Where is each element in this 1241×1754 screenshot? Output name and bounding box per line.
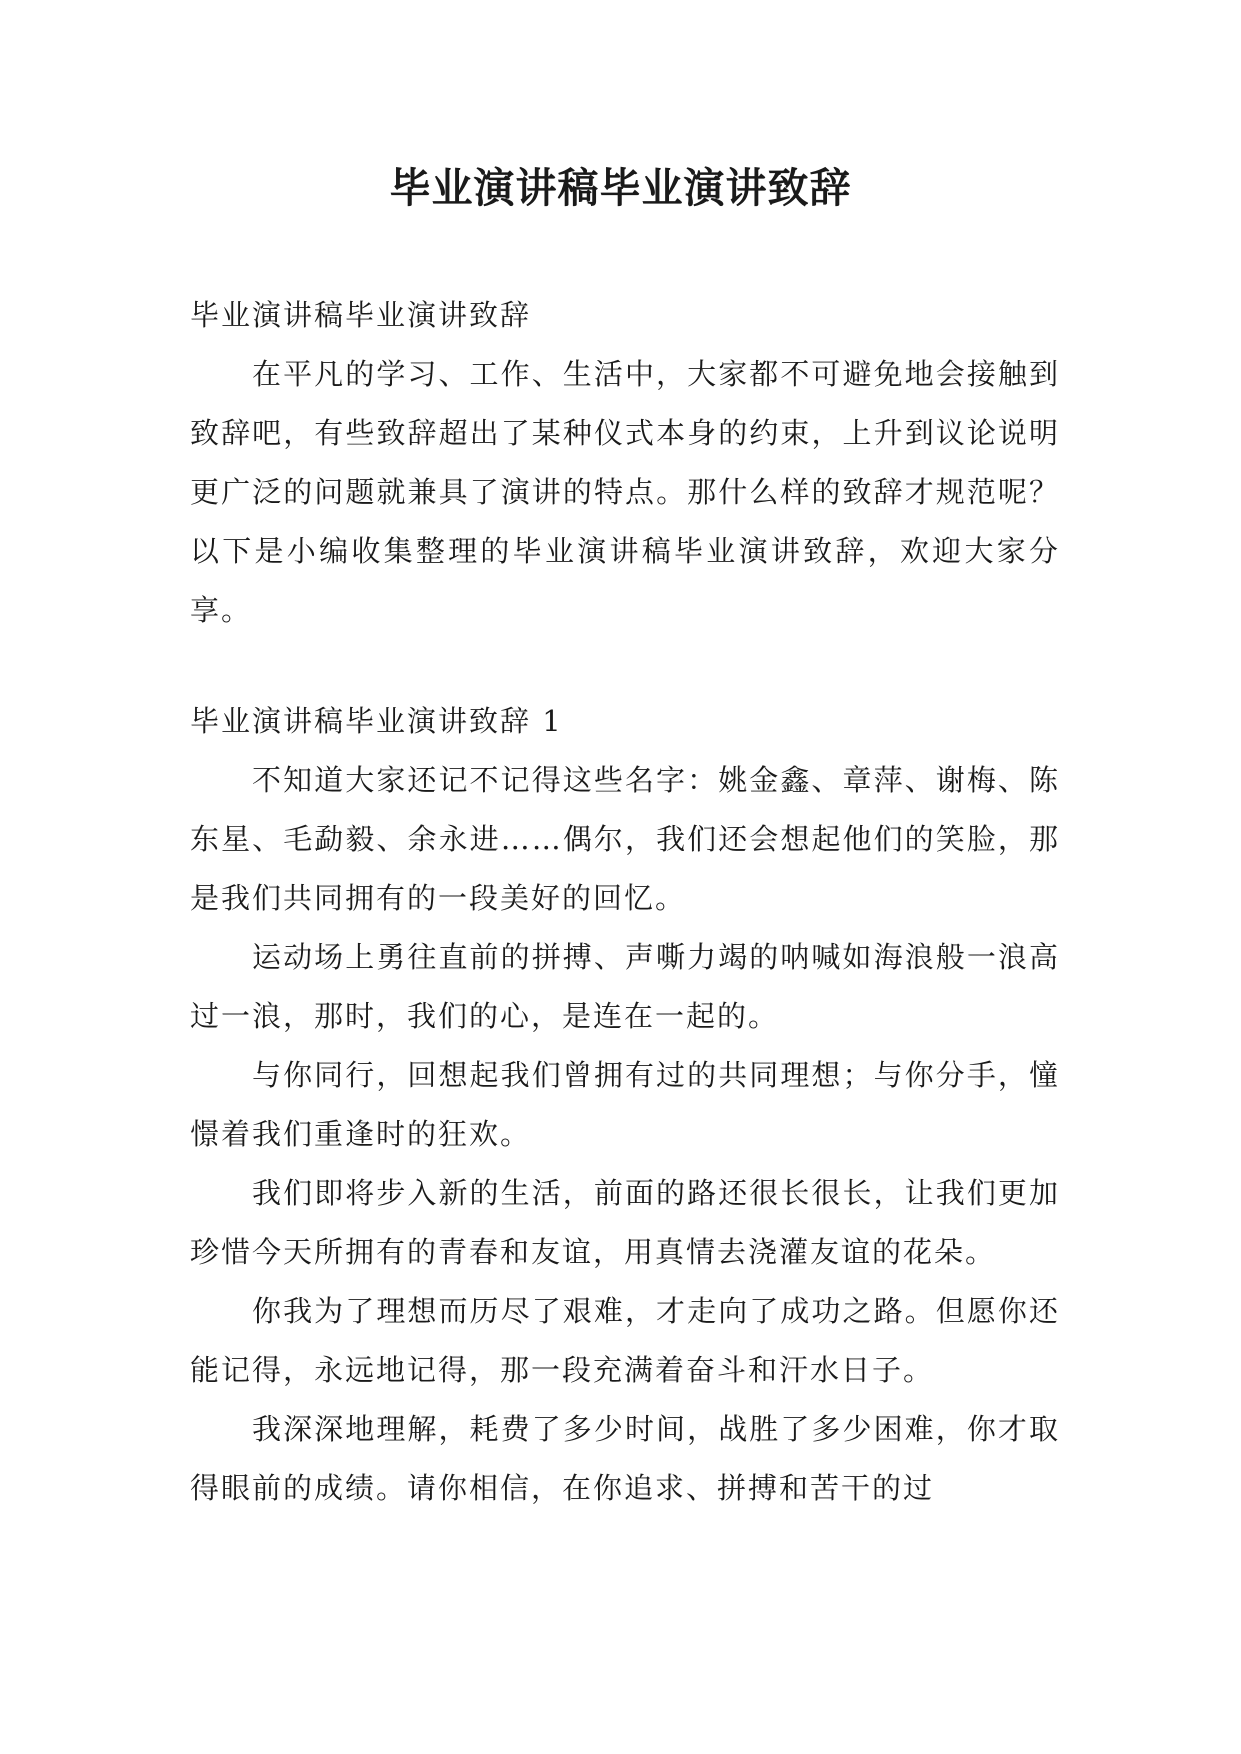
intro-paragraph: 在平凡的学习、工作、生活中，大家都不可避免地会接触到致辞吧，有些致辞超出了某种仪式本身的约束，上升到议论说明更广泛的问题就兼具了演讲的特点。那什么样的致辞才规范呢？以下是小编收集整理的毕业演讲稿毕业演讲致辞，欢迎大家分享。 bbox=[190, 357, 1060, 627]
body-paragraph: 我们即将步入新的生活，前面的路还很长很长，让我们更加珍惜今天所拥有的青春和友谊，用真情去浇灌友谊的花朵。 bbox=[190, 1176, 1060, 1269]
document-title: 毕业演讲稿毕业演讲致辞 bbox=[389, 164, 852, 212]
document-subtitle: 毕业演讲稿毕业演讲致辞 bbox=[190, 298, 532, 332]
body-paragraph: 你我为了理想而历尽了艰难，才走向了成功之路。但愿你还能记得，永远地记得，那一段充满着奋斗和汗水日子。 bbox=[190, 1294, 1060, 1387]
body-paragraph: 不知道大家还记不记得这些名字：姚金鑫、章萍、谢梅、陈东星、毛勐毅、余永进……偶尔，我们还会想起他们的笑脸，那是我们共同拥有的一段美好的回忆。 bbox=[190, 763, 1060, 915]
section-heading: 毕业演讲稿毕业演讲致辞 1 bbox=[190, 704, 563, 738]
document-body bbox=[190, 286, 1060, 1518]
section-spacer bbox=[190, 640, 1060, 692]
body-paragraph: 我深深地理解，耗费了多少时间，战胜了多少困难，你才取得眼前的成绩。请你相信，在你追求、拼搏和苦干的过 bbox=[190, 1412, 1060, 1505]
body-paragraph: 与你同行，回想起我们曾拥有过的共同理想；与你分手，憧憬着我们重逢时的狂欢。 bbox=[190, 1058, 1060, 1151]
body-paragraph: 运动场上勇往直前的拼搏、声嘶力竭的呐喊如海浪般一浪高过一浪，那时，我们的心，是连在一起的。 bbox=[190, 940, 1060, 1033]
